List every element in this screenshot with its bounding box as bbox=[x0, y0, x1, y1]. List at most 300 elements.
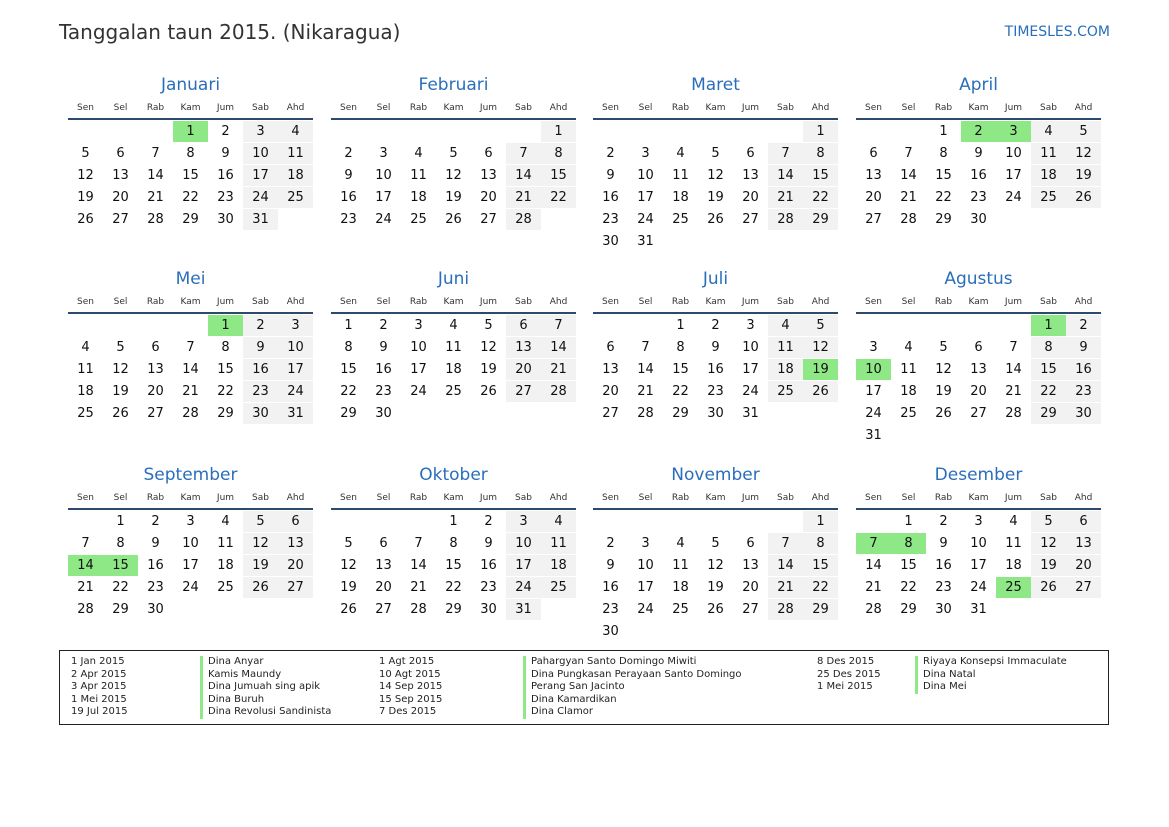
day-cell: 24 bbox=[1005, 190, 1022, 205]
weekday-header: Sab bbox=[777, 493, 794, 503]
day-cell: 30 bbox=[147, 602, 164, 617]
weekday-header: Kam bbox=[705, 493, 726, 503]
day-cell: 14 bbox=[1005, 362, 1022, 377]
day-cell: 14 bbox=[410, 558, 427, 573]
weekday-header: Sen bbox=[602, 493, 619, 503]
day-cell: 13 bbox=[480, 168, 497, 183]
day-cell: 18 bbox=[541, 555, 576, 576]
day-cell: 30 bbox=[217, 212, 234, 227]
header-rule bbox=[593, 118, 838, 120]
day-cell: 29 bbox=[1031, 403, 1066, 424]
holiday-name: Dina Natal bbox=[915, 669, 976, 682]
day-cell: 28 bbox=[77, 602, 94, 617]
day-cell: 3 bbox=[746, 318, 755, 333]
day-cell: 9 bbox=[221, 146, 230, 161]
weekday-header: Sel bbox=[901, 103, 916, 113]
holiday-day-cell: 14 bbox=[68, 555, 103, 576]
weekday-header: Kam bbox=[443, 103, 464, 113]
weekday-header: Sel bbox=[113, 297, 128, 307]
day-cell: 16 bbox=[970, 168, 987, 183]
day-cell: 14 bbox=[768, 165, 803, 186]
day-cell: 28 bbox=[768, 209, 803, 230]
month-name: Juni bbox=[437, 269, 470, 289]
month-name: April bbox=[959, 75, 998, 95]
day-cell: 3 bbox=[506, 511, 541, 532]
day-cell: 22 bbox=[340, 384, 357, 399]
day-cell: 10 bbox=[637, 168, 654, 183]
day-cell: 28 bbox=[410, 602, 427, 617]
header-rule bbox=[331, 118, 576, 120]
day-cell: 6 bbox=[506, 315, 541, 336]
day-cell: 17 bbox=[243, 165, 278, 186]
day-cell: 19 bbox=[707, 190, 724, 205]
day-cell: 18 bbox=[1031, 165, 1066, 186]
day-cell: 24 bbox=[182, 580, 199, 595]
day-cell: 17 bbox=[182, 558, 199, 573]
day-cell: 6 bbox=[1066, 511, 1101, 532]
day-cell: 13 bbox=[970, 362, 987, 377]
day-cell: 25 bbox=[445, 384, 462, 399]
legend-column bbox=[379, 656, 742, 719]
day-cell: 16 bbox=[243, 359, 278, 380]
weekday-header: Sab bbox=[1040, 103, 1057, 113]
day-cell: 21 bbox=[541, 359, 576, 380]
holiday-date: 7 Des 2015 bbox=[379, 706, 437, 718]
day-cell: 16 bbox=[480, 558, 497, 573]
weekday-header: Sen bbox=[340, 297, 357, 307]
day-cell: 27 bbox=[278, 577, 313, 598]
weekday-header: Ahd bbox=[286, 103, 305, 113]
day-cell: 28 bbox=[637, 406, 654, 421]
day-cell: 2 bbox=[1066, 315, 1101, 336]
weekday-header: Sab bbox=[777, 297, 794, 307]
day-cell: 1 bbox=[449, 514, 458, 529]
weekday-header: Rab bbox=[934, 493, 953, 503]
day-cell: 1 bbox=[676, 318, 685, 333]
weekday-header: Ahd bbox=[811, 103, 830, 113]
holiday-date: 1 Mei 2015 bbox=[817, 681, 873, 693]
day-cell: 29 bbox=[803, 209, 838, 230]
day-cell: 16 bbox=[375, 362, 392, 377]
day-cell: 20 bbox=[506, 359, 541, 380]
day-cell: 10 bbox=[375, 168, 392, 183]
day-cell: 28 bbox=[182, 406, 199, 421]
day-cell: 7 bbox=[904, 146, 913, 161]
holiday-name: Dina Anyar bbox=[200, 656, 263, 669]
day-cell: 28 bbox=[1005, 406, 1022, 421]
day-cell: 1 bbox=[541, 121, 576, 142]
day-cell: 3 bbox=[278, 315, 313, 336]
day-cell: 3 bbox=[869, 340, 878, 355]
day-cell: 5 bbox=[803, 315, 838, 336]
month-name: November bbox=[671, 465, 760, 485]
day-cell: 24 bbox=[410, 384, 427, 399]
day-cell: 22 bbox=[672, 384, 689, 399]
day-cell: 27 bbox=[480, 212, 497, 227]
day-cell: 30 bbox=[602, 624, 619, 639]
holiday-day-cell: 25 bbox=[996, 577, 1031, 598]
holiday-day-cell: 7 bbox=[856, 533, 891, 554]
day-cell: 26 bbox=[1031, 577, 1066, 598]
header-rule bbox=[68, 312, 313, 314]
month-name: Januari bbox=[160, 75, 221, 95]
header-rule bbox=[331, 312, 576, 314]
day-cell: 17 bbox=[637, 190, 654, 205]
weekday-header: Sel bbox=[113, 103, 128, 113]
day-cell: 22 bbox=[112, 580, 129, 595]
day-cell: 15 bbox=[1031, 359, 1066, 380]
day-cell: 17 bbox=[742, 362, 759, 377]
weekday-header: Kam bbox=[968, 493, 989, 503]
day-cell: 2 bbox=[606, 146, 615, 161]
day-cell: 5 bbox=[344, 536, 353, 551]
header-rule bbox=[331, 508, 576, 510]
day-cell: 10 bbox=[970, 536, 987, 551]
day-cell: 7 bbox=[1009, 340, 1018, 355]
day-cell: 10 bbox=[182, 536, 199, 551]
day-cell: 8 bbox=[939, 146, 948, 161]
weekday-header: Kam bbox=[968, 297, 989, 307]
weekday-header: Kam bbox=[443, 297, 464, 307]
day-cell: 13 bbox=[147, 362, 164, 377]
day-cell: 5 bbox=[484, 318, 493, 333]
day-cell: 20 bbox=[1066, 555, 1101, 576]
day-cell: 19 bbox=[707, 580, 724, 595]
month-name: September bbox=[143, 465, 238, 485]
day-cell: 8 bbox=[676, 340, 685, 355]
day-cell: 7 bbox=[768, 143, 803, 164]
day-cell: 30 bbox=[602, 234, 619, 249]
header-rule bbox=[68, 118, 313, 120]
day-cell: 6 bbox=[151, 340, 160, 355]
weekday-header: Sel bbox=[376, 297, 391, 307]
day-cell: 19 bbox=[1031, 555, 1066, 576]
header-rule bbox=[856, 118, 1101, 120]
day-cell: 2 bbox=[379, 318, 388, 333]
day-cell: 5 bbox=[711, 146, 720, 161]
holiday-day-cell: 10 bbox=[856, 359, 891, 380]
day-cell: 26 bbox=[803, 381, 838, 402]
day-cell: 12 bbox=[707, 168, 724, 183]
day-cell: 31 bbox=[970, 602, 987, 617]
day-cell: 2 bbox=[606, 536, 615, 551]
day-cell: 14 bbox=[865, 558, 882, 573]
weekday-header: Kam bbox=[705, 297, 726, 307]
day-cell: 18 bbox=[278, 165, 313, 186]
day-cell: 10 bbox=[410, 340, 427, 355]
day-cell: 6 bbox=[746, 536, 755, 551]
weekday-header: Sen bbox=[865, 297, 882, 307]
day-cell: 31 bbox=[278, 403, 313, 424]
day-cell: 4 bbox=[904, 340, 913, 355]
holiday-date: 1 Agt 2015 bbox=[379, 656, 435, 667]
holiday-date: 19 Jul 2015 bbox=[71, 706, 128, 718]
day-cell: 17 bbox=[278, 359, 313, 380]
holiday-name: Dina Jumuah sing apik bbox=[200, 681, 320, 694]
day-cell: 20 bbox=[602, 384, 619, 399]
day-cell: 11 bbox=[672, 558, 689, 573]
day-cell: 4 bbox=[541, 511, 576, 532]
day-cell: 9 bbox=[974, 146, 983, 161]
holiday-date: 1 Jan 2015 bbox=[71, 656, 125, 667]
weekday-header: Jum bbox=[216, 493, 235, 503]
day-cell: 26 bbox=[340, 602, 357, 617]
day-cell: 19 bbox=[340, 580, 357, 595]
header-rule bbox=[856, 508, 1101, 510]
day-cell: 23 bbox=[375, 384, 392, 399]
day-cell: 25 bbox=[410, 212, 427, 227]
day-cell: 19 bbox=[77, 190, 94, 205]
day-cell: 14 bbox=[637, 362, 654, 377]
day-cell: 17 bbox=[410, 362, 427, 377]
day-cell: 8 bbox=[541, 143, 576, 164]
day-cell: 23 bbox=[1066, 381, 1101, 402]
brand-link[interactable]: TIMESLES.COM bbox=[1004, 24, 1110, 40]
day-cell: 13 bbox=[375, 558, 392, 573]
day-cell: 26 bbox=[707, 602, 724, 617]
day-cell: 22 bbox=[803, 577, 838, 598]
holiday-name: Pahargyan Santo Domingo Miwiti bbox=[523, 656, 696, 669]
month-name: Maret bbox=[691, 75, 740, 95]
day-cell: 30 bbox=[970, 212, 987, 227]
day-cell: 17 bbox=[506, 555, 541, 576]
day-cell: 15 bbox=[803, 555, 838, 576]
day-cell: 29 bbox=[112, 602, 129, 617]
day-cell: 19 bbox=[243, 555, 278, 576]
day-cell: 18 bbox=[445, 362, 462, 377]
day-cell: 9 bbox=[484, 536, 493, 551]
day-cell: 16 bbox=[147, 558, 164, 573]
weekday-header: Rab bbox=[409, 103, 428, 113]
month-name: Februari bbox=[418, 75, 489, 95]
day-cell: 3 bbox=[379, 146, 388, 161]
weekday-header: Rab bbox=[934, 297, 953, 307]
day-cell: 13 bbox=[1066, 533, 1101, 554]
day-cell: 31 bbox=[243, 209, 278, 230]
day-cell: 8 bbox=[344, 340, 353, 355]
day-cell: 27 bbox=[375, 602, 392, 617]
weekday-header: Sen bbox=[77, 493, 94, 503]
day-cell: 20 bbox=[742, 580, 759, 595]
day-cell: 25 bbox=[278, 187, 313, 208]
weekday-header: Sel bbox=[901, 297, 916, 307]
day-cell: 19 bbox=[112, 384, 129, 399]
day-cell: 18 bbox=[672, 580, 689, 595]
weekday-header: Sel bbox=[376, 103, 391, 113]
weekday-header: Sen bbox=[77, 297, 94, 307]
day-cell: 8 bbox=[116, 536, 125, 551]
day-cell: 19 bbox=[935, 384, 952, 399]
day-cell: 20 bbox=[147, 384, 164, 399]
day-cell: 18 bbox=[900, 384, 917, 399]
day-cell: 13 bbox=[742, 168, 759, 183]
day-cell: 15 bbox=[182, 168, 199, 183]
holiday-name: Dina Buruh bbox=[200, 694, 264, 707]
weekday-header: Sen bbox=[340, 103, 357, 113]
day-cell: 4 bbox=[676, 536, 685, 551]
legend-row bbox=[71, 693, 265, 707]
day-cell: 15 bbox=[340, 362, 357, 377]
day-cell: 7 bbox=[506, 143, 541, 164]
day-cell: 16 bbox=[340, 190, 357, 205]
day-cell: 10 bbox=[1005, 146, 1022, 161]
day-cell: 15 bbox=[445, 558, 462, 573]
day-cell: 16 bbox=[935, 558, 952, 573]
day-cell: 5 bbox=[116, 340, 125, 355]
weekday-header: Sen bbox=[602, 103, 619, 113]
holiday-date: 14 Sep 2015 bbox=[379, 681, 443, 693]
weekday-header: Rab bbox=[409, 297, 428, 307]
day-cell: 6 bbox=[484, 146, 493, 161]
month-name: Agustus bbox=[944, 269, 1013, 289]
weekday-header: Sab bbox=[252, 493, 269, 503]
day-cell: 22 bbox=[1031, 381, 1066, 402]
day-cell: 29 bbox=[900, 602, 917, 617]
day-cell: 20 bbox=[375, 580, 392, 595]
day-cell: 21 bbox=[182, 384, 199, 399]
weekday-header: Rab bbox=[146, 103, 165, 113]
day-cell: 3 bbox=[414, 318, 423, 333]
day-cell: 15 bbox=[217, 362, 234, 377]
day-cell: 8 bbox=[1031, 337, 1066, 358]
day-cell: 11 bbox=[445, 340, 462, 355]
day-cell: 25 bbox=[672, 602, 689, 617]
day-cell: 21 bbox=[1005, 384, 1022, 399]
day-cell: 23 bbox=[480, 580, 497, 595]
day-cell: 12 bbox=[803, 337, 838, 358]
day-cell: 27 bbox=[506, 381, 541, 402]
day-cell: 27 bbox=[602, 406, 619, 421]
day-cell: 29 bbox=[182, 212, 199, 227]
weekday-header: Sen bbox=[340, 493, 357, 503]
day-cell: 10 bbox=[243, 143, 278, 164]
day-cell: 16 bbox=[602, 190, 619, 205]
day-cell: 1 bbox=[939, 124, 948, 139]
holiday-name: Riyaya Konsepsi Immaculate bbox=[915, 656, 1067, 669]
day-cell: 7 bbox=[641, 340, 650, 355]
day-cell: 6 bbox=[746, 146, 755, 161]
day-cell: 11 bbox=[410, 168, 427, 183]
day-cell: 23 bbox=[147, 580, 164, 595]
weekday-header: Sen bbox=[77, 103, 94, 113]
day-cell: 3 bbox=[641, 536, 650, 551]
day-cell: 15 bbox=[541, 165, 576, 186]
day-cell: 11 bbox=[77, 362, 94, 377]
weekday-header: Ahd bbox=[286, 493, 305, 503]
day-cell: 26 bbox=[243, 577, 278, 598]
day-cell: 20 bbox=[970, 384, 987, 399]
day-cell: 7 bbox=[768, 533, 803, 554]
day-cell: 23 bbox=[602, 602, 619, 617]
day-cell: 30 bbox=[707, 406, 724, 421]
weekday-header: Rab bbox=[934, 103, 953, 113]
day-cell: 16 bbox=[707, 362, 724, 377]
day-cell: 29 bbox=[217, 406, 234, 421]
weekday-header: Rab bbox=[409, 493, 428, 503]
weekday-header: Ahd bbox=[1074, 493, 1093, 503]
day-cell: 24 bbox=[970, 580, 987, 595]
day-cell: 9 bbox=[344, 168, 353, 183]
month-name: Mei bbox=[175, 269, 206, 289]
day-cell: 7 bbox=[541, 315, 576, 336]
day-cell: 17 bbox=[637, 580, 654, 595]
day-cell: 14 bbox=[147, 168, 164, 183]
holiday-date: 15 Sep 2015 bbox=[379, 693, 443, 705]
legend-row bbox=[379, 706, 593, 719]
day-cell: 2 bbox=[344, 146, 353, 161]
day-cell: 22 bbox=[803, 187, 838, 208]
day-cell: 12 bbox=[480, 340, 497, 355]
day-cell: 26 bbox=[707, 212, 724, 227]
day-cell: 14 bbox=[182, 362, 199, 377]
day-cell: 5 bbox=[243, 511, 278, 532]
day-cell: 26 bbox=[1066, 187, 1101, 208]
day-cell: 28 bbox=[865, 602, 882, 617]
weekday-header: Sel bbox=[638, 493, 653, 503]
day-cell: 24 bbox=[506, 577, 541, 598]
day-cell: 18 bbox=[768, 359, 803, 380]
day-cell: 9 bbox=[379, 340, 388, 355]
day-cell: 2 bbox=[711, 318, 720, 333]
day-cell: 2 bbox=[243, 315, 278, 336]
day-cell: 28 bbox=[506, 209, 541, 230]
day-cell: 31 bbox=[865, 428, 882, 443]
day-cell: 6 bbox=[869, 146, 878, 161]
weekday-header: Ahd bbox=[549, 493, 568, 503]
legend-row bbox=[817, 681, 967, 694]
weekday-header: Kam bbox=[180, 297, 201, 307]
day-cell: 24 bbox=[865, 406, 882, 421]
weekday-header: Ahd bbox=[811, 297, 830, 307]
day-cell: 7 bbox=[151, 146, 160, 161]
legend-row bbox=[71, 681, 321, 694]
day-cell: 5 bbox=[449, 146, 458, 161]
holiday-date: 1 Mei 2015 bbox=[71, 693, 127, 705]
weekday-header: Ahd bbox=[1074, 297, 1093, 307]
day-cell: 27 bbox=[742, 212, 759, 227]
day-cell: 6 bbox=[379, 536, 388, 551]
day-cell: 25 bbox=[672, 212, 689, 227]
day-cell: 15 bbox=[672, 362, 689, 377]
legend-row bbox=[379, 656, 697, 669]
weekday-header: Jum bbox=[479, 297, 498, 307]
day-cell: 31 bbox=[637, 234, 654, 249]
holiday-day-cell: 15 bbox=[103, 555, 138, 576]
day-cell: 26 bbox=[445, 212, 462, 227]
day-cell: 13 bbox=[278, 533, 313, 554]
day-cell: 12 bbox=[77, 168, 94, 183]
day-cell: 2 bbox=[939, 514, 948, 529]
day-cell: 18 bbox=[672, 190, 689, 205]
day-cell: 21 bbox=[637, 384, 654, 399]
header-rule bbox=[593, 312, 838, 314]
day-cell: 24 bbox=[375, 212, 392, 227]
weekday-header: Sab bbox=[515, 493, 532, 503]
weekday-header: Sab bbox=[777, 103, 794, 113]
day-cell: 15 bbox=[900, 558, 917, 573]
legend-row bbox=[817, 656, 1067, 669]
weekday-header: Sel bbox=[638, 297, 653, 307]
day-cell: 25 bbox=[217, 580, 234, 595]
day-cell: 1 bbox=[803, 511, 838, 532]
day-cell: 28 bbox=[147, 212, 164, 227]
day-cell: 22 bbox=[182, 190, 199, 205]
day-cell: 19 bbox=[445, 190, 462, 205]
weekday-header: Ahd bbox=[549, 103, 568, 113]
weekday-header: Rab bbox=[146, 297, 165, 307]
day-cell: 11 bbox=[541, 533, 576, 554]
day-cell: 26 bbox=[935, 406, 952, 421]
